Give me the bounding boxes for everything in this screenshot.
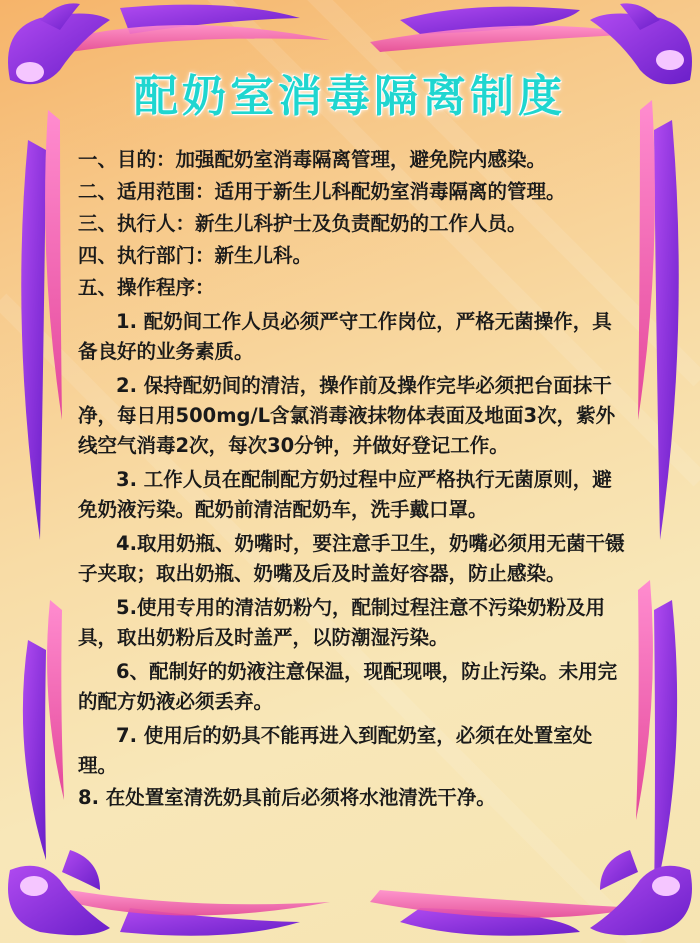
top-swoosh-right (400, 7, 580, 34)
top-swoosh-left (120, 5, 300, 34)
procedure-item-2: 2. 保持配奶间的清洁，操作前及操作完毕必须把台面抹干净，每日用500mg/L含氯消毒液抹物体表面及地面3次，紫外线空气消毒2次，每次30分钟，并做好登记工作。 (78, 374, 616, 457)
section-department: 四、执行部门：新生儿科。 (78, 244, 313, 267)
page-title: 配奶室消毒隔离制度 (134, 71, 566, 122)
section-purpose: 一、目的：加强配奶室消毒隔离管理，避免院内感染。 (78, 148, 547, 171)
procedure-item-1: 1. 配奶间工作人员必须严守工作岗位，严格无菌操作，具备良好的业务素质。 (78, 310, 612, 363)
corner-bow-ornament-bottom-right (590, 850, 692, 935)
procedure-item-3: 3. 工作人员在配制配方奶过程中应严格执行无菌原则，避免奶液污染。配奶前清洁配奶车，洗手戴口罩。 (78, 468, 612, 521)
procedure-item-5: 5.使用专用的清洁奶粉勺，配制过程注意不污染奶粉及用具，取出奶粉后及时盖严，以防潮湿污染。 (78, 596, 605, 649)
section-scope: 二、适用范围：适用于新生儿科配奶室消毒隔离的管理。 (78, 180, 566, 203)
procedure-item-6: 6、配制好的奶液注意保温，现配现喂，防止污染。未用完的配方奶液必须丢弃。 (78, 660, 618, 713)
procedure-item-7: 7. 使用后的奶具不能再进入到配奶室，必须在处置室处理。 (78, 724, 593, 777)
regulation-body (78, 145, 630, 815)
corner-bow-ornament-bottom-left (8, 850, 110, 935)
section-executor: 三、执行人：新生儿科护士及负责配奶的工作人员。 (78, 212, 527, 235)
procedure-item-4: 4.取用奶瓶、奶嘴时，要注意手卫生，奶嘴必须用无菌干镊子夹取；取出奶瓶、奶嘴及后及时盖好容器，防止感染。 (78, 532, 625, 585)
procedure-item-8: 8. 在处置室清洗奶具前后必须将水池清洗干净。 (78, 786, 496, 809)
section-procedure-heading: 五、操作程序： (78, 276, 215, 299)
